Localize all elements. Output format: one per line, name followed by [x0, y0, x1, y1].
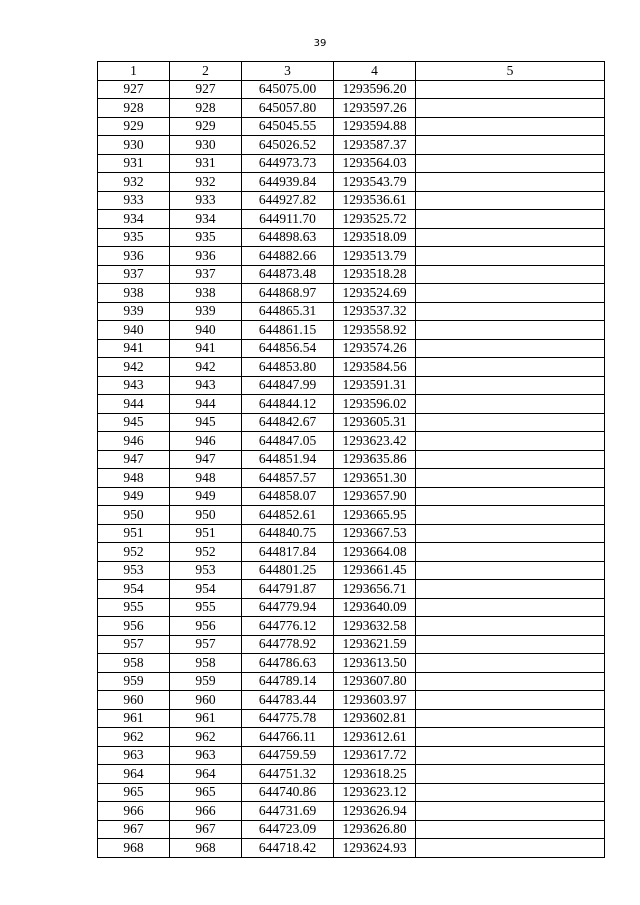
table-cell: 1293602.81	[334, 709, 416, 728]
table-cell: 961	[98, 709, 170, 728]
table-cell: 644852.61	[242, 506, 334, 525]
table-row	[98, 839, 605, 858]
table-cell: 1293513.79	[334, 247, 416, 266]
table-cell: 944	[98, 395, 170, 414]
table-cell	[416, 691, 605, 710]
table-row	[98, 543, 605, 562]
table-cell: 966	[170, 802, 242, 821]
table-cell	[416, 617, 605, 636]
table-cell: 945	[98, 413, 170, 432]
table-row	[98, 432, 605, 451]
table-cell: 960	[98, 691, 170, 710]
table-row	[98, 154, 605, 173]
table-row	[98, 228, 605, 247]
table-cell: 936	[98, 247, 170, 266]
table-row	[98, 783, 605, 802]
table-cell	[416, 210, 605, 229]
table-row	[98, 598, 605, 617]
table-cell: 951	[98, 524, 170, 543]
table-cell: 931	[98, 154, 170, 173]
table-cell: 644740.86	[242, 783, 334, 802]
table-cell: 933	[170, 191, 242, 210]
table-cell: 644786.63	[242, 654, 334, 673]
table-cell: 644861.15	[242, 321, 334, 340]
table-cell: 644858.07	[242, 487, 334, 506]
table-cell: 1293624.93	[334, 839, 416, 858]
table-cell: 644847.05	[242, 432, 334, 451]
table-cell: 1293597.26	[334, 99, 416, 118]
table-cell: 928	[170, 99, 242, 118]
table-cell	[416, 154, 605, 173]
header-row	[98, 62, 605, 81]
table-row	[98, 672, 605, 691]
table-cell: 644783.44	[242, 691, 334, 710]
table-row	[98, 173, 605, 192]
table-cell: 959	[170, 672, 242, 691]
table-row	[98, 321, 605, 340]
table-row	[98, 358, 605, 377]
table-cell	[416, 358, 605, 377]
table-row	[98, 210, 605, 229]
table-cell: 962	[98, 728, 170, 747]
table-row	[98, 506, 605, 525]
table-cell: 1293584.56	[334, 358, 416, 377]
table-cell: 939	[98, 302, 170, 321]
table-cell: 645057.80	[242, 99, 334, 118]
table-cell: 644842.67	[242, 413, 334, 432]
table-row	[98, 376, 605, 395]
table-cell	[416, 99, 605, 118]
table-cell: 937	[98, 265, 170, 284]
table-cell: 958	[98, 654, 170, 673]
table-cell: 944	[170, 395, 242, 414]
table-cell: 1293537.32	[334, 302, 416, 321]
table-row	[98, 728, 605, 747]
table-row	[98, 820, 605, 839]
table-cell	[416, 173, 605, 192]
table-cell: 1293524.69	[334, 284, 416, 303]
table-row	[98, 413, 605, 432]
table-cell: 948	[98, 469, 170, 488]
table-cell: 954	[98, 580, 170, 599]
table-cell	[416, 487, 605, 506]
table-cell	[416, 469, 605, 488]
table-cell: 644882.66	[242, 247, 334, 266]
table-cell: 961	[170, 709, 242, 728]
table-cell: 934	[98, 210, 170, 229]
column-header: 5	[416, 62, 605, 81]
table-cell: 931	[170, 154, 242, 173]
table-row	[98, 654, 605, 673]
table-cell: 1293558.92	[334, 321, 416, 340]
table-cell: 644759.59	[242, 746, 334, 765]
table-cell: 1293596.20	[334, 80, 416, 99]
table-cell	[416, 302, 605, 321]
table-cell: 938	[98, 284, 170, 303]
table-cell: 644776.12	[242, 617, 334, 636]
table-cell: 930	[170, 136, 242, 155]
table-cell: 932	[170, 173, 242, 192]
table-cell: 1293574.26	[334, 339, 416, 358]
table-row	[98, 765, 605, 784]
table-cell: 644791.87	[242, 580, 334, 599]
table-cell: 1293518.09	[334, 228, 416, 247]
table-row	[98, 117, 605, 136]
table-cell: 937	[170, 265, 242, 284]
table-cell: 1293667.53	[334, 524, 416, 543]
table-cell: 941	[170, 339, 242, 358]
table-cell: 952	[170, 543, 242, 562]
table-cell: 951	[170, 524, 242, 543]
table-cell: 1293640.09	[334, 598, 416, 617]
table-cell: 945	[170, 413, 242, 432]
table-cell: 957	[98, 635, 170, 654]
table-cell: 947	[170, 450, 242, 469]
table-cell	[416, 395, 605, 414]
table-row	[98, 99, 605, 118]
table-cell	[416, 839, 605, 858]
table-cell	[416, 80, 605, 99]
table-cell: 644723.09	[242, 820, 334, 839]
table-cell: 644911.70	[242, 210, 334, 229]
table-cell: 1293564.03	[334, 154, 416, 173]
table-row	[98, 136, 605, 155]
table-row	[98, 617, 605, 636]
table-cell	[416, 339, 605, 358]
table-cell: 1293587.37	[334, 136, 416, 155]
table-cell	[416, 543, 605, 562]
table-cell: 644898.63	[242, 228, 334, 247]
table-cell: 946	[170, 432, 242, 451]
table-cell: 950	[98, 506, 170, 525]
table-cell	[416, 746, 605, 765]
table-cell	[416, 506, 605, 525]
table-row	[98, 302, 605, 321]
table-cell: 1293518.28	[334, 265, 416, 284]
table-cell: 645026.52	[242, 136, 334, 155]
table-cell: 964	[170, 765, 242, 784]
table-cell: 966	[98, 802, 170, 821]
table-row	[98, 265, 605, 284]
table-cell: 1293603.97	[334, 691, 416, 710]
table-cell: 1293664.08	[334, 543, 416, 562]
table-cell: 936	[170, 247, 242, 266]
table-cell	[416, 321, 605, 340]
table-cell: 965	[98, 783, 170, 802]
table-row	[98, 339, 605, 358]
table-cell: 930	[98, 136, 170, 155]
table-cell: 928	[98, 99, 170, 118]
table-cell	[416, 432, 605, 451]
table-cell: 1293607.80	[334, 672, 416, 691]
table-cell	[416, 561, 605, 580]
table-cell: 956	[170, 617, 242, 636]
page-number: 39	[313, 38, 327, 49]
table-cell: 943	[98, 376, 170, 395]
table-cell: 952	[98, 543, 170, 562]
table-cell: 1293626.80	[334, 820, 416, 839]
table-cell	[416, 820, 605, 839]
table-cell: 958	[170, 654, 242, 673]
table-cell: 644847.99	[242, 376, 334, 395]
table-cell: 963	[170, 746, 242, 765]
table-cell: 954	[170, 580, 242, 599]
table-cell: 644775.78	[242, 709, 334, 728]
table-cell: 1293623.12	[334, 783, 416, 802]
table-cell: 953	[170, 561, 242, 580]
table-cell: 941	[98, 339, 170, 358]
table-cell: 1293635.86	[334, 450, 416, 469]
table-cell: 967	[98, 820, 170, 839]
table-cell: 644865.31	[242, 302, 334, 321]
table-cell	[416, 580, 605, 599]
table-cell: 644789.14	[242, 672, 334, 691]
table-cell: 962	[170, 728, 242, 747]
table-cell	[416, 117, 605, 136]
table-row	[98, 802, 605, 821]
table-cell	[416, 672, 605, 691]
table-cell: 1293596.02	[334, 395, 416, 414]
table-cell: 943	[170, 376, 242, 395]
table-cell: 929	[170, 117, 242, 136]
table-cell	[416, 524, 605, 543]
table-row	[98, 580, 605, 599]
table-cell	[416, 228, 605, 247]
table-cell: 950	[170, 506, 242, 525]
table-row	[98, 191, 605, 210]
table-cell: 1293618.25	[334, 765, 416, 784]
table-cell: 644853.80	[242, 358, 334, 377]
table-cell: 934	[170, 210, 242, 229]
table-cell: 1293605.31	[334, 413, 416, 432]
table-cell: 1293626.94	[334, 802, 416, 821]
table-cell: 644939.84	[242, 173, 334, 192]
table-cell: 644801.25	[242, 561, 334, 580]
table-cell: 939	[170, 302, 242, 321]
table-cell	[416, 191, 605, 210]
table-cell: 1293651.30	[334, 469, 416, 488]
table-cell	[416, 635, 605, 654]
table-cell: 1293656.71	[334, 580, 416, 599]
table-cell: 1293594.88	[334, 117, 416, 136]
table-cell: 644973.73	[242, 154, 334, 173]
table-cell: 644718.42	[242, 839, 334, 858]
table-row	[98, 395, 605, 414]
table-cell: 960	[170, 691, 242, 710]
table-cell: 963	[98, 746, 170, 765]
table-cell: 644779.94	[242, 598, 334, 617]
column-header: 3	[242, 62, 334, 81]
table-cell	[416, 728, 605, 747]
table-cell	[416, 450, 605, 469]
table-cell: 968	[170, 839, 242, 858]
table-cell: 942	[98, 358, 170, 377]
table-cell: 644731.69	[242, 802, 334, 821]
table-cell: 1293536.61	[334, 191, 416, 210]
table-row	[98, 561, 605, 580]
table-cell: 953	[98, 561, 170, 580]
table-cell: 959	[98, 672, 170, 691]
table-cell: 967	[170, 820, 242, 839]
table-cell	[416, 247, 605, 266]
table-cell: 964	[98, 765, 170, 784]
table-cell: 955	[98, 598, 170, 617]
table-cell: 955	[170, 598, 242, 617]
table-cell: 1293632.58	[334, 617, 416, 636]
table-cell: 940	[170, 321, 242, 340]
table-cell	[416, 654, 605, 673]
table-cell: 927	[98, 80, 170, 99]
column-header: 1	[98, 62, 170, 81]
table-cell: 644844.12	[242, 395, 334, 414]
table-cell	[416, 802, 605, 821]
table-cell: 1293661.45	[334, 561, 416, 580]
table-cell: 965	[170, 783, 242, 802]
table-cell: 947	[98, 450, 170, 469]
table-cell	[416, 709, 605, 728]
table-cell: 1293591.31	[334, 376, 416, 395]
table-row	[98, 746, 605, 765]
table-cell: 935	[98, 228, 170, 247]
table-cell: 1293525.72	[334, 210, 416, 229]
table-cell: 933	[98, 191, 170, 210]
table-cell: 644927.82	[242, 191, 334, 210]
table-cell: 927	[170, 80, 242, 99]
table-cell	[416, 765, 605, 784]
table-cell	[416, 413, 605, 432]
table-cell: 644840.75	[242, 524, 334, 543]
table-cell: 644778.92	[242, 635, 334, 654]
table-cell: 948	[170, 469, 242, 488]
table-body	[98, 80, 605, 857]
table-cell: 949	[170, 487, 242, 506]
table-cell	[416, 265, 605, 284]
table-cell: 940	[98, 321, 170, 340]
table-cell: 644817.84	[242, 543, 334, 562]
table-cell: 1293617.72	[334, 746, 416, 765]
table-cell: 644751.32	[242, 765, 334, 784]
table-cell: 645045.55	[242, 117, 334, 136]
table-cell	[416, 284, 605, 303]
table-row	[98, 247, 605, 266]
table-cell: 644868.97	[242, 284, 334, 303]
table-cell: 644857.57	[242, 469, 334, 488]
table-cell: 1293543.79	[334, 173, 416, 192]
column-header: 4	[334, 62, 416, 81]
table-cell	[416, 376, 605, 395]
table-cell: 942	[170, 358, 242, 377]
table-cell: 644856.54	[242, 339, 334, 358]
table-cell: 938	[170, 284, 242, 303]
table-cell: 932	[98, 173, 170, 192]
table-cell: 968	[98, 839, 170, 858]
table-cell: 929	[98, 117, 170, 136]
table-row	[98, 284, 605, 303]
table-cell: 1293623.42	[334, 432, 416, 451]
table-row	[98, 487, 605, 506]
table-cell: 645075.00	[242, 80, 334, 99]
table-cell: 1293621.59	[334, 635, 416, 654]
table-cell	[416, 598, 605, 617]
table-cell: 1293665.95	[334, 506, 416, 525]
table-row	[98, 469, 605, 488]
table-header	[98, 62, 605, 81]
table-cell: 1293612.61	[334, 728, 416, 747]
table-row	[98, 524, 605, 543]
table-row	[98, 691, 605, 710]
table-cell: 644766.11	[242, 728, 334, 747]
column-header: 2	[170, 62, 242, 81]
table-cell: 935	[170, 228, 242, 247]
table-cell: 1293657.90	[334, 487, 416, 506]
coordinates-table	[97, 61, 605, 858]
table-cell: 949	[98, 487, 170, 506]
table-row	[98, 635, 605, 654]
table-row	[98, 80, 605, 99]
table-cell: 1293613.50	[334, 654, 416, 673]
table-cell	[416, 783, 605, 802]
table-cell: 644851.94	[242, 450, 334, 469]
table-cell: 956	[98, 617, 170, 636]
table-cell: 946	[98, 432, 170, 451]
table-row	[98, 450, 605, 469]
table-cell: 644873.48	[242, 265, 334, 284]
table-row	[98, 709, 605, 728]
table-cell	[416, 136, 605, 155]
table-cell: 957	[170, 635, 242, 654]
